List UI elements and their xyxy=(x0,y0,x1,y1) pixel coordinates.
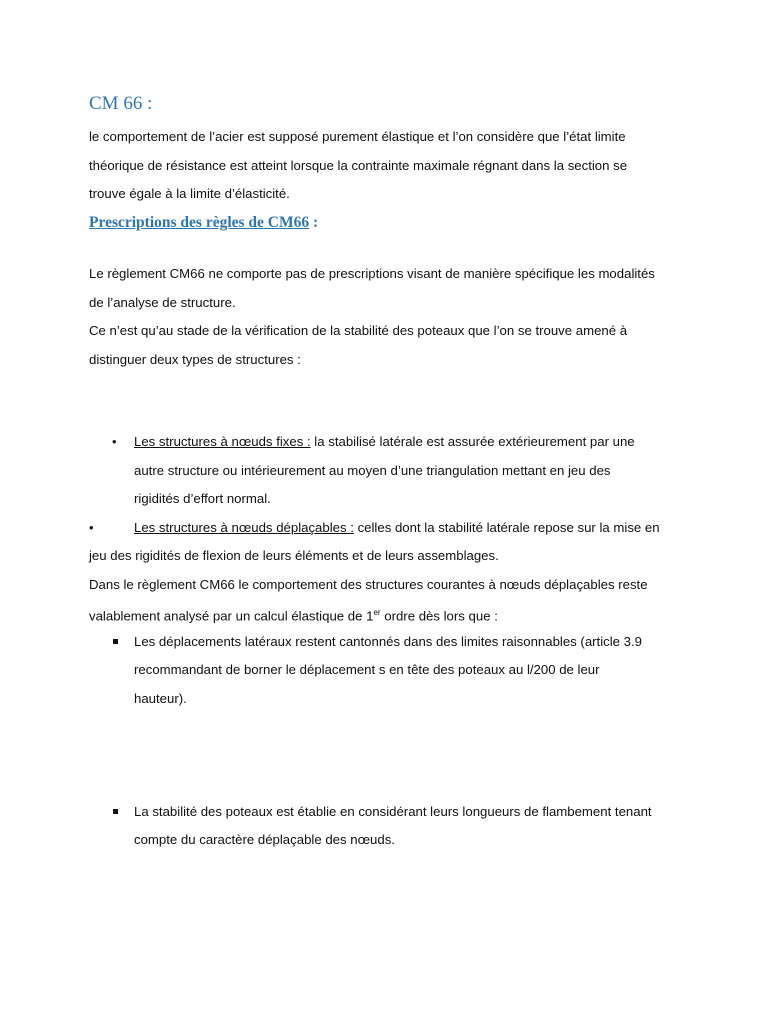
bullet-fixed-line-1 xyxy=(134,433,635,451)
condition2-line-1: La stabilité des poteaux est établie en considérant leurs longueurs de flambement tenant xyxy=(134,804,652,819)
paragraph1-line-1: Le règlement CM66 ne comporte pas de prescriptions visant de manière spécifique les modalités xyxy=(89,266,655,281)
bullet-fixed-symbol: • xyxy=(112,434,117,449)
section-heading xyxy=(89,214,318,232)
bullet-fixed-term: Les structures à nœuds fixes : xyxy=(134,434,311,449)
paragraph1-line-3: Ce n’est qu’au stade de la vérification de la stabilité des poteaux que l’on se trouve amené à xyxy=(89,323,628,338)
bullet-fixed-line-2: autre structure ou intérieurement au moyen d’une triangulation mettant en jeu des xyxy=(134,463,611,478)
bullet-mobile-line-2: jeu des rigidités de flexion de leurs éléments et de leurs assemblages. xyxy=(89,548,499,563)
paragraph2-line-2 xyxy=(89,604,498,625)
condition1-line-3: hauteur). xyxy=(134,691,187,706)
bullet-mobile-symbol: • xyxy=(89,520,94,535)
paragraph2-line-2-post: ordre dès lors que : xyxy=(380,608,498,624)
ordinal-superscript: er xyxy=(373,608,381,617)
square-bullet-icon xyxy=(113,639,118,644)
section-title: Prescriptions des règles de CM66 xyxy=(89,214,310,231)
square-bullet-icon xyxy=(113,809,118,814)
condition2-line-2: compte du caractère déplaçable des nœuds. xyxy=(134,832,395,847)
bullet-mobile-text-1: celles dont la stabilité latérale repose sur la mise en xyxy=(353,520,660,535)
intro-line-3: trouve égale à la limite d’élasticité. xyxy=(89,186,290,201)
condition1-line-2: recommandant de borner le déplacement s en tête des poteaux au l/200 de leur xyxy=(134,662,600,677)
paragraph1-line-4: distinguer deux types de structures : xyxy=(89,352,301,367)
intro-line-2: théorique de résistance est atteint lorsque la contrainte maximale régnant dans la section se xyxy=(89,158,628,173)
paragraph2-line-2-pre: valablement analysé par un calcul élastique de 1 xyxy=(89,608,374,624)
bullet-fixed-line-3: rigidités d’effort normal. xyxy=(134,491,271,506)
bullet-mobile-line-1 xyxy=(134,519,660,537)
section-title-suffix: : xyxy=(309,214,319,231)
paragraph1-line-2: de l’analyse de structure. xyxy=(89,295,236,310)
condition1-line-1: Les déplacements latéraux restent cantonnés dans des limites raisonnables (article 3.9 xyxy=(134,634,643,649)
bullet-fixed-text-1: la stabilisé latérale est assurée extérieurement par une xyxy=(310,434,635,449)
heading-cm66: CM 66 : xyxy=(89,93,153,114)
intro-line-1: le comportement de l’acier est supposé purement élastique et l’on considère que l’état limite xyxy=(89,129,626,144)
bullet-mobile-term: Les structures à nœuds déplaçables : xyxy=(134,520,354,535)
paragraph2-line-1: Dans le règlement CM66 le comportement des structures courantes à nœuds déplaçables reste xyxy=(89,577,648,592)
